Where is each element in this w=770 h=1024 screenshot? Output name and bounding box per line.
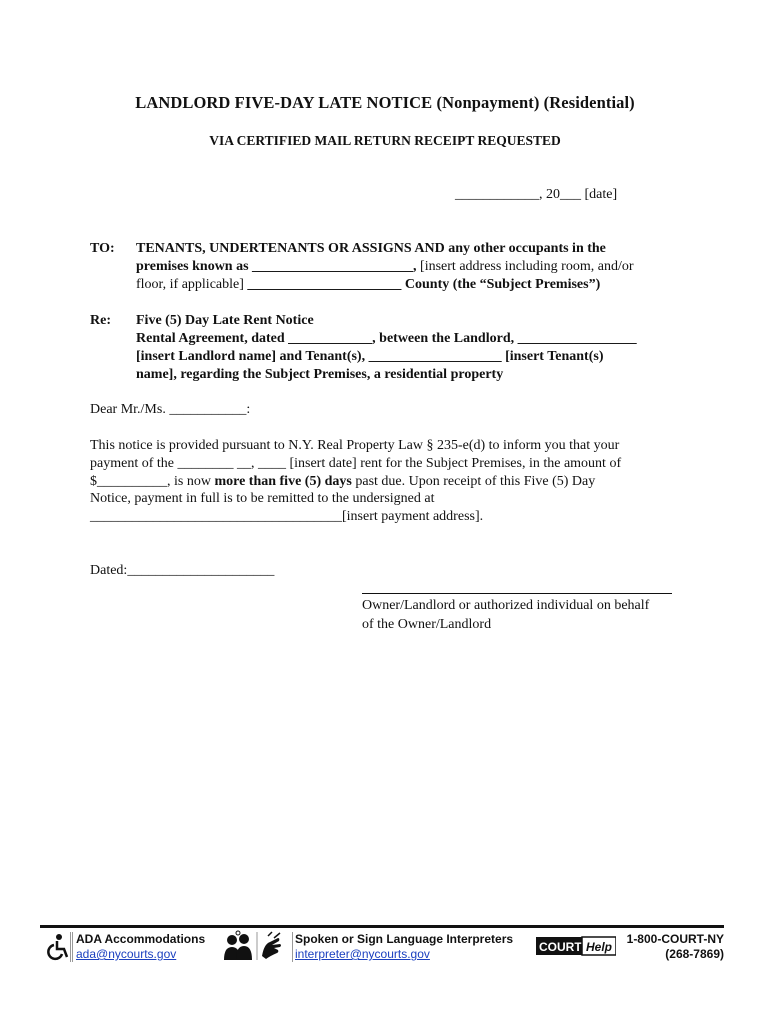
document-title: LANDLORD FIVE-DAY LATE NOTICE (Nonpayment) (Residential) <box>135 93 635 112</box>
to-line-2-bold: premises known as _______________________, <box>136 259 417 274</box>
signature-caption-line-2: of the Owner/Landlord <box>362 617 492 632</box>
re-label: Re: <box>90 313 111 328</box>
ada-title: ADA Accommodations <box>76 932 206 946</box>
interpreter-icons <box>222 930 290 962</box>
spoken-interpreter-icon <box>222 930 290 962</box>
signature-line <box>362 593 672 594</box>
body-line-5: ____________________________________[insert payment address]. <box>90 509 484 525</box>
to-line-3-normal: floor, if applicable] <box>136 277 248 292</box>
re-content <box>136 312 696 384</box>
phone-number: 1-800-COURT-NY <box>626 932 724 946</box>
body-line-2: payment of the ________ __, ____ [insert date] rent for the Subject Premises, in the amount of <box>90 455 622 471</box>
date-line: ____________, 20___ [date] <box>455 187 618 202</box>
interpreter-email-link[interactable]: interpreter@nycourts.gov <box>295 947 430 961</box>
body-line-3-bold: more than five (5) days <box>214 473 352 489</box>
to-content <box>136 240 696 294</box>
to-line-2-normal: [insert address including room, and/or <box>416 259 634 274</box>
body-line-3-b: past due. Upon receipt of this Five (5) Day <box>351 473 596 489</box>
to-line-3-blank: ______________________ <box>247 277 402 292</box>
footer <box>40 928 724 964</box>
to-line-3-bold: County (the “Subject Premises”) <box>401 277 601 292</box>
salutation: Dear Mr./Ms. ___________: <box>90 402 251 417</box>
re-line-2: Rental Agreement, dated ____________, between the Landlord, _________________ <box>136 331 637 346</box>
to-label: TO: <box>90 241 115 256</box>
court-help-logo <box>536 934 616 958</box>
svg-text:COURT: COURT <box>539 940 582 954</box>
to-line-3 <box>136 276 696 294</box>
wheelchair-accessibility-icon <box>42 932 71 962</box>
dated-line: Dated:_____________________ <box>90 563 275 578</box>
to-line-2 <box>136 258 696 276</box>
phone-number-alt: (268-7869) <box>665 947 724 961</box>
ada-email-link[interactable]: ada@nycourts.gov <box>76 947 177 961</box>
interpreter-services <box>292 932 535 962</box>
body-line-1: This notice is provided pursuant to N.Y. Real Property Law § 235-e(d) to inform you that your <box>90 438 620 453</box>
ada-accommodations <box>72 932 224 962</box>
body-paragraph <box>90 437 680 526</box>
body-line-3 <box>90 473 680 491</box>
body-line-4: Notice, payment in full is to be remitted to the undersigned at <box>90 491 435 507</box>
signature-caption-line-1: Owner/Landlord or authorized individual on behalf <box>362 598 650 613</box>
interpreter-title: Spoken or Sign Language Interpreters <box>295 932 514 946</box>
re-line-1: Five (5) Day Late Rent Notice <box>136 313 314 328</box>
re-line-3: [insert Landlord name] and Tenant(s), ___________________ [insert Tenant(s) <box>136 349 604 364</box>
body-line-3-a: $__________, is now <box>90 473 215 489</box>
svg-text:Help: Help <box>586 940 613 954</box>
to-line-1: TENANTS, UNDERTENANTS OR ASSIGNS AND any other occupants in the <box>136 241 606 256</box>
court-help-phone <box>627 932 724 962</box>
re-line-4: name], regarding the Subject Premises, a residential property <box>136 367 504 382</box>
document-subtitle: VIA CERTIFIED MAIL RETURN RECEIPT REQUESTED <box>209 133 561 148</box>
signature-caption <box>362 596 702 634</box>
